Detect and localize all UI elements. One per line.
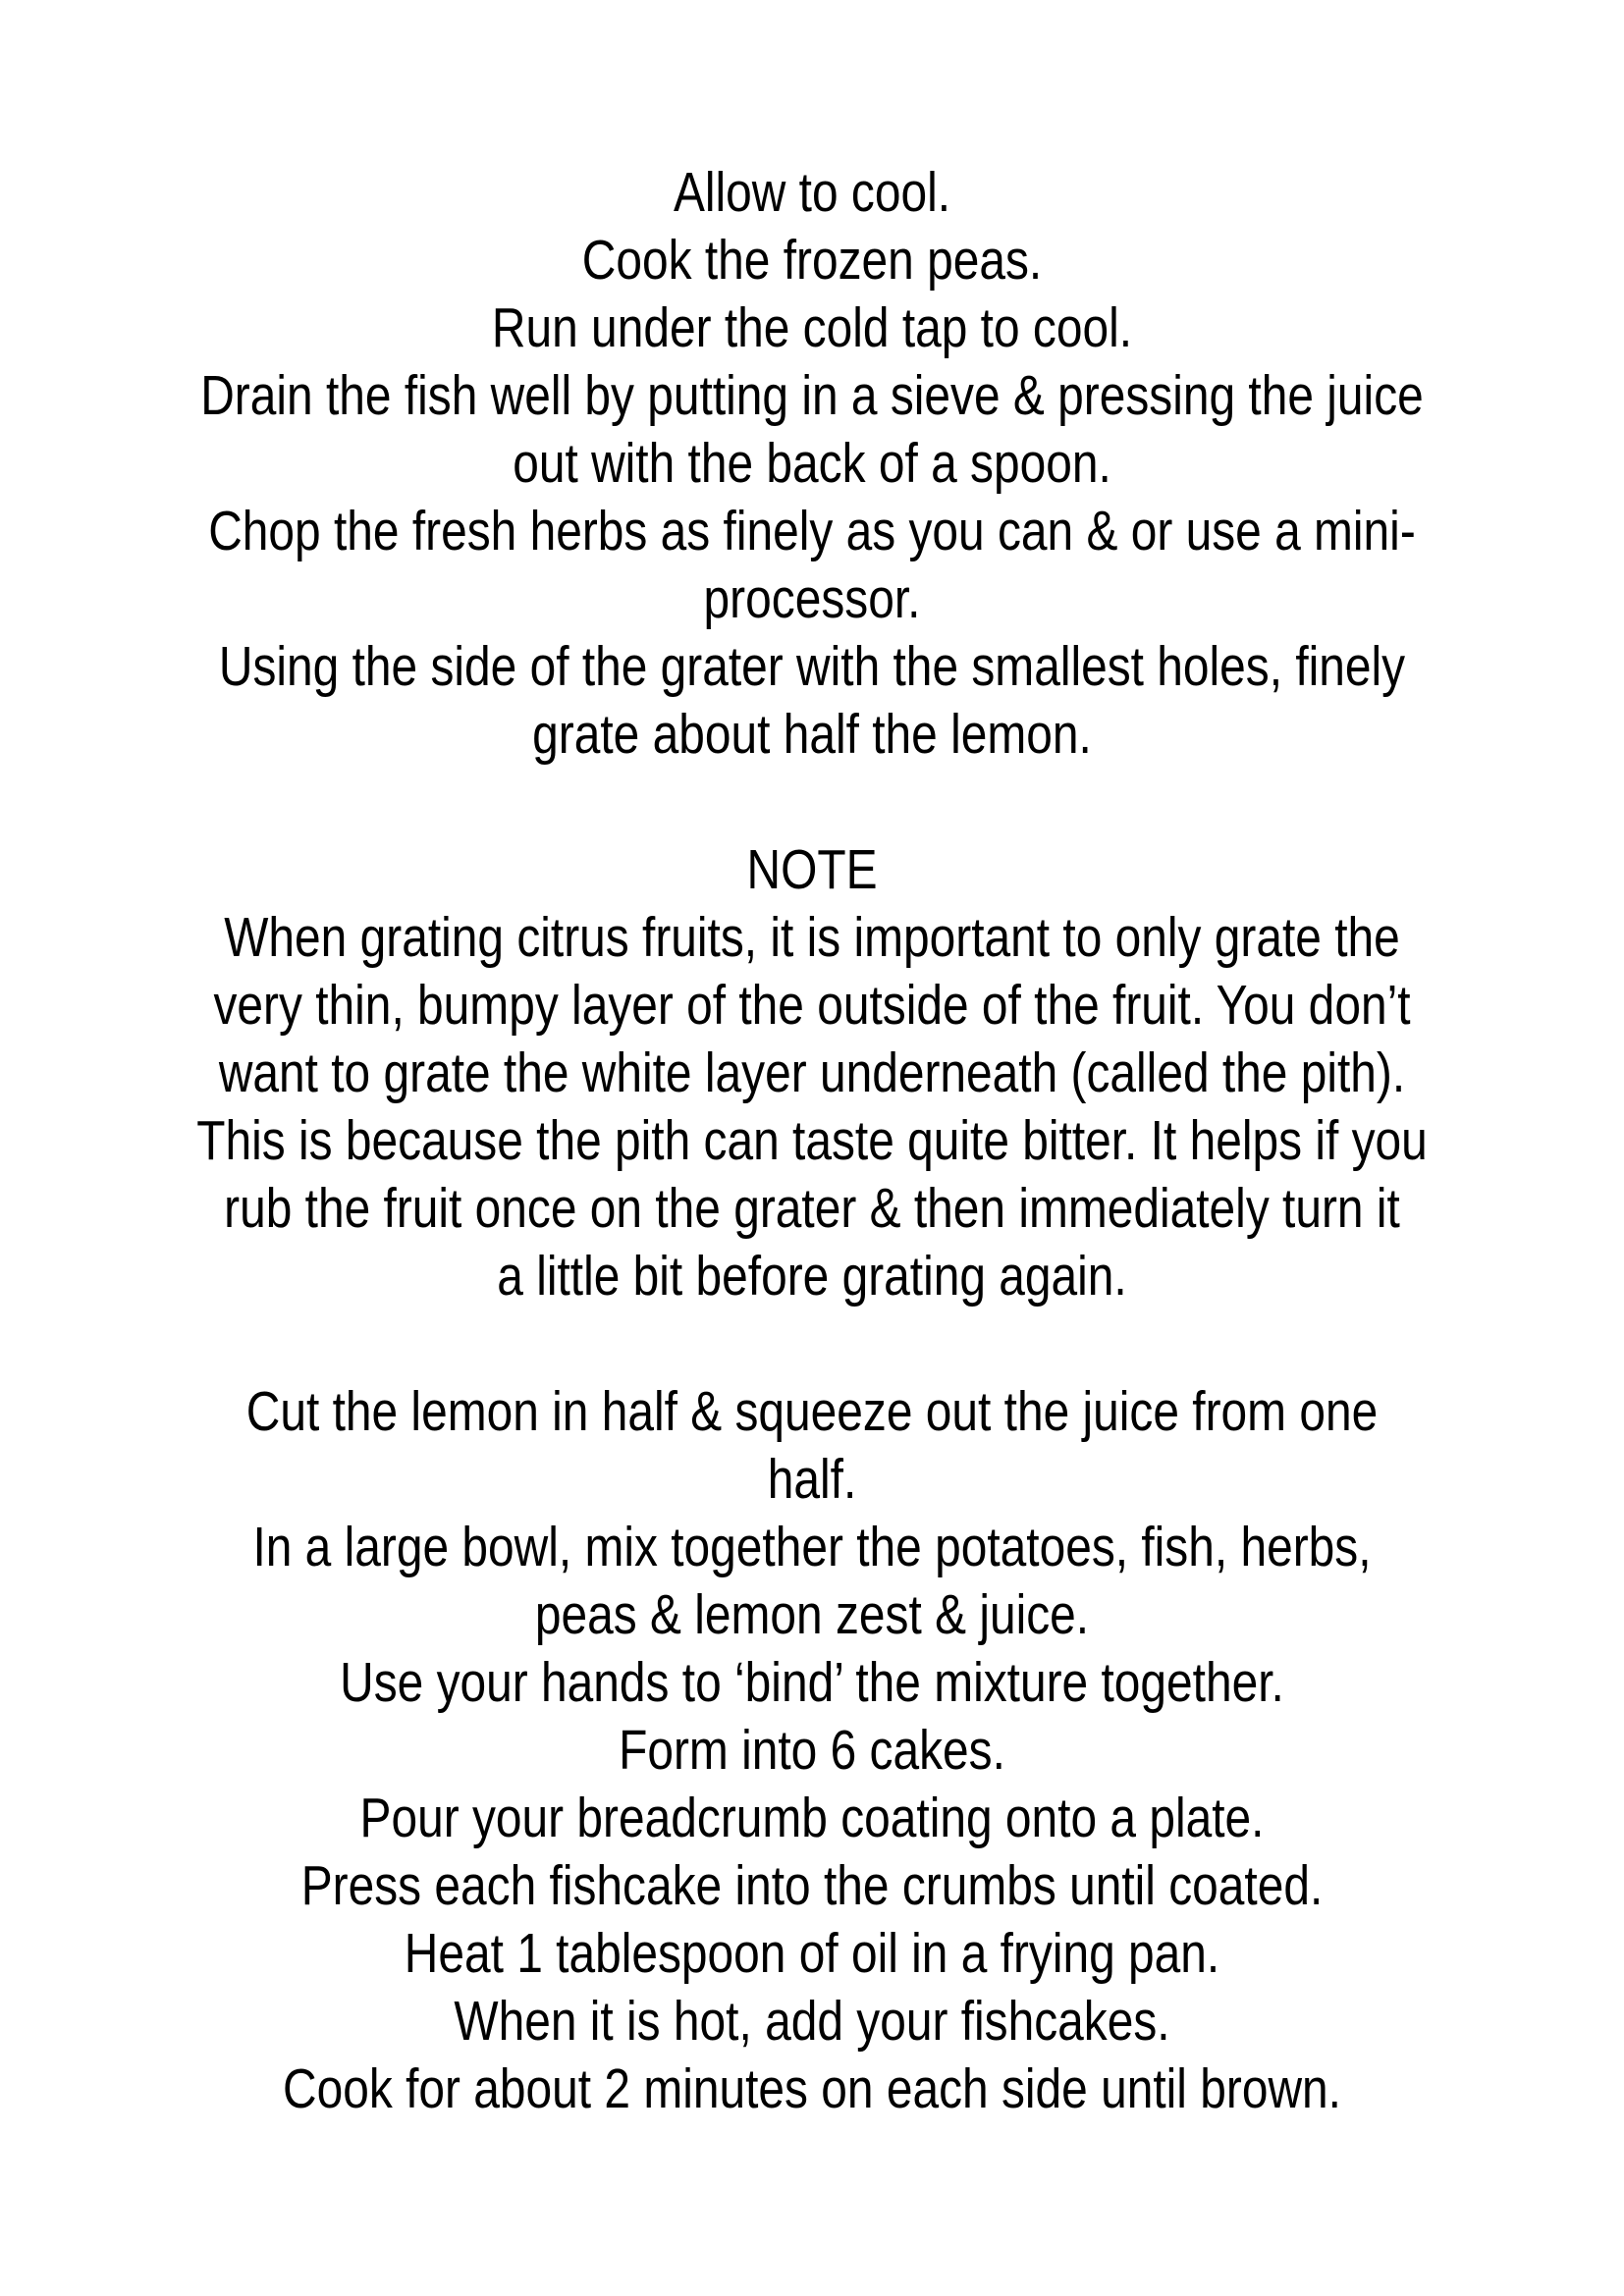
note-line: want to grate the white layer underneath (called the pith). [218,1041,1406,1104]
note-section [0,836,1624,1310]
recipe-line: Use your hands to ‘bind’ the mixture together. [340,1651,1284,1714]
note-line: very thin, bumpy layer of the outside of the fruit. You don’t [213,974,1411,1037]
recipe-line: half. [767,1448,857,1511]
note-line: a little bit before grating again. [497,1245,1127,1308]
recipe-line: out with the back of a spoon. [513,432,1111,495]
recipe-line: Cut the lemon in half & squeeze out the juice from one [245,1380,1379,1443]
method-part-1 [0,159,1624,769]
note-line: This is because the pith can taste quite bitter. It helps if you [196,1109,1428,1172]
recipe-line: In a large bowl, mix together the potatoes, fish, herbs, [252,1516,1372,1578]
recipe-line: Chop the fresh herbs as finely as you can & or use a mini- [208,500,1416,562]
recipe-line: Run under the cold tap to cool. [491,296,1133,359]
note-heading: NOTE [746,838,878,901]
recipe-line: Drain the fish well by putting in a sieve & pressing the juice [200,364,1424,427]
recipe-line: Using the side of the grater with the smallest holes, finely [218,635,1406,698]
recipe-line: Heat 1 tablespoon of oil in a frying pan. [404,1922,1220,1985]
note-line: When grating citrus fruits, it is important to only grate the [224,906,1400,969]
recipe-line: grate about half the lemon. [532,703,1092,766]
recipe-line: Pour your breadcrumb coating onto a plate. [359,1787,1265,1849]
note-line: rub the fruit once on the grater & then immediately turn it [224,1177,1400,1240]
recipe-line: peas & lemon zest & juice. [534,1583,1090,1646]
recipe-line: Cook the frozen peas. [581,229,1043,292]
method-part-2 [0,1378,1624,2123]
recipe-line: Form into 6 cakes. [619,1719,1005,1782]
recipe-line: When it is hot, add your fishcakes. [454,1990,1170,2053]
recipe-line: Cook for about 2 minutes on each side until brown. [283,2057,1341,2120]
recipe-line: Press each fishcake into the crumbs until coated. [300,1854,1324,1917]
recipe-line: Allow to cool. [673,161,951,224]
recipe-line: processor. [703,567,921,630]
